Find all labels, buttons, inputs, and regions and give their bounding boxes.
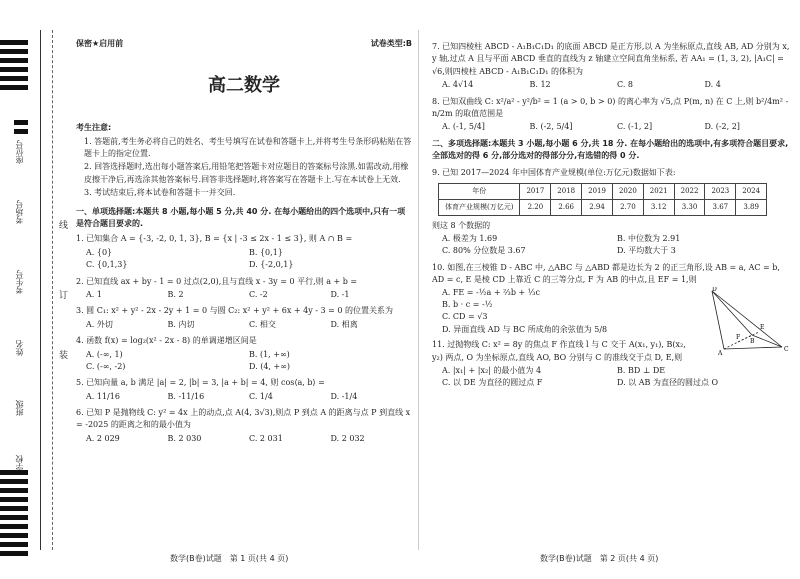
option: B. 2 030 <box>167 433 202 443</box>
table-cell: 3.30 <box>674 199 705 215</box>
question-stem: 6. 已知 P 是抛物线 C: y² = 4x 上的动点,点 A(4, 3√3),则点 P 到点 A 的距离与点 P 到直线 x = -2025 的距离之和的最小值为 <box>76 408 411 430</box>
left-questions <box>76 233 412 445</box>
option: B. b · c = -½ <box>442 299 493 309</box>
option: D. -1/4 <box>330 391 358 401</box>
option: D. 平均数大于 3 <box>617 246 676 256</box>
option: A. (-1, 5/4] <box>442 122 485 132</box>
option: C. 2 031 <box>249 433 283 443</box>
table-cell: 体育产业规模(万亿元) <box>439 199 520 215</box>
question <box>76 407 412 445</box>
question-options <box>442 121 792 133</box>
option: C. 8 <box>617 80 634 90</box>
table-cell: 2020 <box>612 183 643 199</box>
table-cell: 3.12 <box>643 199 674 215</box>
question-options <box>86 289 412 301</box>
footer-left: 数学(B卷)试题 第 1 页(共 4 页) <box>170 554 289 563</box>
page-header <box>76 38 412 50</box>
option: B. 内切 <box>167 319 195 329</box>
question-11-options <box>442 365 792 390</box>
point-label: D <box>712 286 717 293</box>
point-label: C <box>784 345 789 353</box>
option: B. {0,1} <box>249 247 283 257</box>
option: A. 2 029 <box>86 433 120 443</box>
seal-char-zhuang: 装 <box>57 350 67 359</box>
question-11-stem: 11. 过抛物线 C: x² = 8y 的焦点 F 作直线 l 与 C 交于 A(x₁, y₁), B(x₂, y₂) 两点, O 为坐标原点,直线 AO, BO 分别与 C 的准线交于点 D, E,则 <box>432 340 686 362</box>
point-label: E <box>760 323 765 331</box>
right-page <box>432 38 792 394</box>
binding-label-class: 班级 <box>15 400 24 416</box>
option: D. -1 <box>330 289 350 299</box>
option: A. |x₁| + |x₂| 的最小值为 4 <box>442 365 542 375</box>
candidate-notes <box>76 122 412 199</box>
right-questions-a <box>432 41 792 134</box>
question-9-stem: 9. 已知 2017—2024 年中国体育产业规模(单位:万亿元)数据如下表: <box>432 167 676 177</box>
question-options <box>86 349 412 374</box>
binding-line <box>40 30 41 550</box>
table-cell: 年份 <box>439 183 520 199</box>
table-cell: 2.20 <box>520 199 551 215</box>
option: D. 异面直线 AD 与 BC 所成角的余弦值为 5/8 <box>442 324 608 334</box>
option: B. -11/16 <box>167 391 205 401</box>
question-stem: 4. 函数 f(x) = log₂(x² - 2x - 8) 的单调递增区间是 <box>76 336 257 346</box>
table-cell: 2.70 <box>612 199 643 215</box>
table-cell: 2.94 <box>582 199 613 215</box>
option: D. {-2,0,1} <box>249 260 294 270</box>
question-options <box>86 319 412 331</box>
footer-right: 数学(B卷)试题 第 2 页(共 4 页) <box>540 554 659 563</box>
section-2-heading: 二、多项选择题:本题共 3 小题,每小题 6 分,共 18 分. 在每小题给出的选项中,有多项符合题目要求,全部选对的得 6 分,部分选对的得部分分,有选错的得 0 分. <box>432 138 789 161</box>
option: B. (-2, 5/4] <box>529 122 573 132</box>
question <box>76 233 412 271</box>
barcode-bottom <box>0 470 28 560</box>
question-stem: 1. 已知集合 A = {-3, -2, 0, 1, 3}, B = {x | -3 ≤ 2x - 1 ≤ 3}, 则 A ∩ B = <box>76 234 353 244</box>
option: C. (-∞, -2) <box>86 361 126 371</box>
option: D. 4 <box>704 80 721 90</box>
option: A. FE = -½a + ⅔b + ⅓c <box>442 287 540 297</box>
option: D. 以 AB 为直径的圆过点 O <box>617 378 719 388</box>
note-item: 3. 考试结束后,将本试卷和答题卡一并交回. <box>84 188 236 198</box>
question-options <box>86 391 412 403</box>
table-cell: 3.67 <box>705 199 736 215</box>
question <box>76 276 412 302</box>
page-divider <box>418 30 419 550</box>
question-stem: 7. 已知四棱柱 ABCD - A₁B₁C₁D₁ 的底面 ABCD 是正方形,以 A 为坐标原点,直线 AB, AD 分别为 x, y 轴,过点 A 且与平面 ABCD 垂直的直线为 z 轴建立空间直角坐标系, 若 AA₁ = (1, 3, 2), |A₁C| = √6,则四棱柱 ABCD - A₁B₁C₁D₁ 的体积为 <box>432 42 790 76</box>
point-label: A <box>718 349 723 357</box>
option: A. 4√14 <box>442 80 474 90</box>
option: A. 外切 <box>86 319 113 329</box>
binding-label-school: 学校 <box>15 455 24 471</box>
option: A. 1 <box>86 289 102 299</box>
question-options <box>86 247 412 272</box>
note-item: 1. 答题前,考生务必将自己的姓名、考生号填写在试卷和答题卡上,并将考生号条形码粘贴在答题卡上的指定位置. <box>84 136 412 159</box>
question <box>76 305 412 331</box>
paper-type: 试卷类型:B <box>370 39 412 48</box>
question-stem: 2. 已知直线 ax + by - 1 = 0 过点(2,0),且与直线 x - 3y = 0 平行,则 a + b = <box>76 276 358 286</box>
option: A. (-∞, 1) <box>86 349 123 359</box>
option: C. 80% 分位数是 3.67 <box>442 246 526 256</box>
option: D. 相离 <box>330 319 358 329</box>
option: B. BD ⊥ DE <box>617 365 666 375</box>
table-cell: 2018 <box>551 183 582 199</box>
question-stem: 5. 已知向量 a, b 满足 |a| = 2, |b| = 3, |a + b| = 4, 则 cos⟨a, b⟩ = <box>76 378 325 388</box>
question <box>76 335 412 373</box>
option: C. 相交 <box>249 319 276 329</box>
question <box>432 41 792 92</box>
option: D. (4, +∞) <box>249 361 290 371</box>
question-9 <box>432 167 792 258</box>
barcode-top <box>0 40 28 94</box>
option: A. {0} <box>86 247 113 257</box>
question-stem: 3. 圆 C₁: x² + y² - 2x - 2y + 1 = 0 与圆 C₂: x² + y² + 6x + 4y - 3 = 0 的位置关系为 <box>76 306 394 316</box>
point-label: B <box>750 337 755 345</box>
table-cell: 2022 <box>674 183 705 199</box>
tetrahedron-diagram <box>702 287 792 357</box>
question-9-after: 则这 8 个数据的 <box>432 220 491 230</box>
binding-label-name: 姓名 <box>15 340 24 356</box>
table-cell: 2023 <box>705 183 736 199</box>
option: C. 以 DE 为直径的圆过点 F <box>442 378 543 388</box>
option: C. -2 <box>249 289 268 299</box>
barcode-mid <box>0 120 28 138</box>
table-cell: 2017 <box>520 183 551 199</box>
option: C. CD = √3 <box>442 312 488 322</box>
exam-title: 高二数学 <box>208 75 280 97</box>
binding-label-room: 考场号 <box>15 200 24 224</box>
table-cell: 2024 <box>736 183 767 199</box>
seal-char-ding: 订 <box>57 290 67 299</box>
option: B. 12 <box>529 80 551 90</box>
option: A. 11/16 <box>86 391 120 401</box>
binding-label-id: 考生号 <box>15 270 24 294</box>
option: C. 1/4 <box>249 391 273 401</box>
option: B. 2 <box>167 289 184 299</box>
option: A. 极差为 1.69 <box>442 233 498 243</box>
notes-heading: 考生注意: <box>76 123 112 133</box>
table-cell: 2019 <box>582 183 613 199</box>
binding-label-seat: 座位号 <box>15 140 24 164</box>
secret-mark: 保密★启用前 <box>76 39 124 48</box>
question-stem: 8. 已知双曲线 C: x²/a² - y²/b² = 1 (a > 0, b > 0) 的离心率为 √5,点 P(m, n) 在 C 上,则 b²/4m² - n/2m 的取值范围是 <box>432 96 789 118</box>
question-options <box>86 433 412 445</box>
left-page <box>76 38 412 449</box>
seal-line <box>52 30 53 550</box>
point-label: F <box>736 333 741 341</box>
option: C. {0,1,3} <box>86 260 128 270</box>
table-cell: 3.89 <box>736 199 767 215</box>
seal-char-xian: 线 <box>57 220 67 229</box>
note-item: 2. 回答选择题时,选出每小题答案后,用铅笔把答题卡对应题目的答案标号涂黑.如需改动,用橡皮擦干净后,再选涂其他答案标号.回答非选择题时,将答案写在答题卡上.写在本试卷上无效. <box>84 162 409 184</box>
option: D. (-2, 2] <box>704 122 740 132</box>
question-options <box>442 79 792 91</box>
option: B. (1, +∞) <box>249 349 290 359</box>
section-1-heading: 一、单项选择题:本题共 8 小题,每小题 5 分,共 40 分. 在每小题给出的四个选项中,只有一项是符合题目要求的. <box>76 206 406 229</box>
table-cell: 2021 <box>643 183 674 199</box>
question-9-options <box>442 233 792 258</box>
question <box>432 96 792 134</box>
question <box>76 377 412 403</box>
sports-industry-table <box>438 183 767 216</box>
question-10-stem: 10. 如图,在三棱锥 D - ABC 中, △ABC 与 △ABD 都是边长为 2 的正三角形,设 AB = a, AC = b, AD = c, E 是棱 CD 上靠近 C 的三等分点, F 为 AB 的中点,且 EF = 1,则 <box>432 262 780 285</box>
option: D. 2 032 <box>330 433 365 443</box>
table-cell: 2.66 <box>551 199 582 215</box>
option: B. 中位数为 2.91 <box>617 233 681 243</box>
option: C. (-1, 2] <box>617 122 653 132</box>
